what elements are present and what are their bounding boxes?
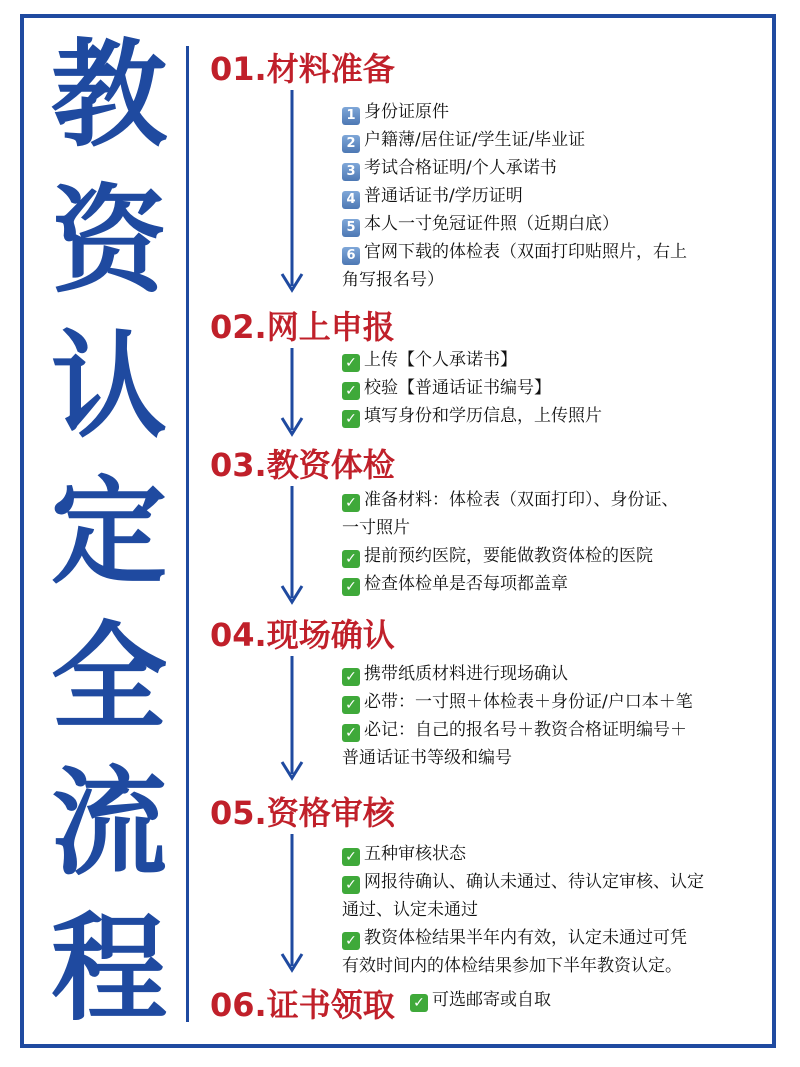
list-item: ✓ 携带纸质材料进行现场确认	[342, 660, 762, 688]
down-arrow-icon	[280, 486, 304, 606]
list-item: 5 本人一寸免冠证件照（近期白底）	[342, 210, 762, 238]
vertical-divider	[186, 46, 189, 1022]
number-keycap-icon: 6	[342, 247, 360, 265]
list-item: ✓ 上传【个人承诺书】	[342, 346, 762, 374]
title-char: 流	[51, 756, 167, 892]
check-mark-button-icon: ✓	[342, 494, 360, 512]
title-char: 定	[51, 464, 167, 600]
check-mark-button-icon: ✓	[342, 410, 360, 428]
number-keycap-icon: 2	[342, 135, 360, 153]
step-heading-06: 06.证书领取	[210, 986, 395, 1024]
down-arrow-icon	[280, 348, 304, 438]
check-mark-button-icon: ✓	[342, 932, 360, 950]
down-arrow-icon	[280, 90, 304, 296]
title-char: 教	[51, 28, 167, 163]
check-mark-button-icon: ✓	[342, 550, 360, 568]
list-item: ✓ 五种审核状态	[342, 840, 762, 868]
list-item: 1 身份证原件	[342, 98, 762, 126]
list-item: ✓ 可选邮寄或自取	[410, 986, 551, 1014]
number-keycap-icon: 1	[342, 107, 360, 125]
check-mark-button-icon: ✓	[342, 668, 360, 686]
list-item: ✓ 教资体检结果半年内有效，认定未通过可凭 有效时间内的体检结果参加下半年教资认定。	[342, 928, 687, 976]
list-item: 4 普通话证书/学历证明	[342, 182, 762, 210]
step-items-03	[342, 486, 762, 598]
list-item: ✓ 填写身份和学历信息，上传照片	[342, 402, 762, 430]
step-heading-02: 02.网上申报	[210, 308, 395, 346]
step-items-01	[342, 98, 762, 294]
down-arrow-icon	[280, 656, 304, 782]
check-mark-button-icon: ✓	[410, 994, 428, 1012]
check-mark-button-icon: ✓	[342, 696, 360, 714]
title-char: 认	[51, 319, 167, 455]
list-item: 3 考试合格证明/个人承诺书	[342, 154, 762, 182]
step-heading-05: 05.资格审核	[210, 794, 395, 832]
list-item: ✓ 提前预约医院，要能做教资体检的医院	[342, 542, 762, 570]
list-item: ✓ 必带：一寸照＋体检表＋身份证/户口本＋笔	[342, 688, 762, 716]
list-item: ✓ 网报待确认、确认未通过、待认定审核、认定 通过、认定未通过	[342, 872, 704, 920]
check-mark-button-icon: ✓	[342, 382, 360, 400]
vertical-title	[46, 28, 172, 1037]
step-heading-04: 04.现场确认	[210, 616, 395, 654]
title-char: 资	[51, 173, 167, 309]
list-item: ✓ 校验【普通话证书编号】	[342, 374, 762, 402]
number-keycap-icon: 4	[342, 191, 360, 209]
down-arrow-icon	[280, 834, 304, 974]
list-item: 6 官网下载的体检表（双面打印贴照片，右上 角写报名号）	[342, 242, 687, 290]
step-items-04	[342, 660, 762, 772]
step-items-02	[342, 346, 762, 430]
title-char: 全	[51, 610, 167, 746]
number-keycap-icon: 3	[342, 163, 360, 181]
check-mark-button-icon: ✓	[342, 876, 360, 894]
step-heading-03: 03.教资体检	[210, 446, 395, 484]
check-mark-button-icon: ✓	[342, 578, 360, 596]
list-item: ✓ 检查体检单是否每项都盖章	[342, 570, 762, 598]
step-items-05	[342, 840, 762, 980]
list-item: 2 户籍薄/居住证/学生证/毕业证	[342, 126, 762, 154]
list-item: ✓ 准备材料：体检表（双面打印）、身份证、 一寸照片	[342, 490, 679, 538]
check-mark-button-icon: ✓	[342, 724, 360, 742]
list-item: ✓ 必记：自己的报名号＋教资合格证明编号＋ 普通话证书等级和编号	[342, 720, 687, 768]
check-mark-button-icon: ✓	[342, 354, 360, 372]
title-char: 程	[51, 901, 167, 1037]
check-mark-button-icon: ✓	[342, 848, 360, 866]
number-keycap-icon: 5	[342, 219, 360, 237]
step-heading-01: 01.材料准备	[210, 50, 395, 88]
